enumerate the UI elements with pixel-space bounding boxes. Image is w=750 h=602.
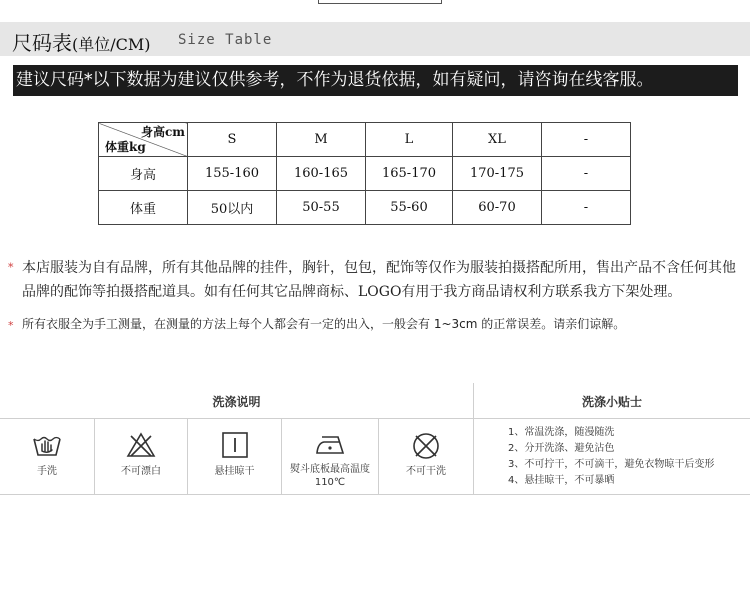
care-item [0,419,94,495]
row-label: 身高 [99,157,188,191]
column-header: S [188,123,277,157]
top-frame-edge [318,0,442,4]
table-cell: 170-175 [453,157,542,191]
page-title [12,27,151,56]
column-header: - [542,123,631,157]
table-cell: 160-165 [277,157,366,191]
care-label: 悬挂晾干 [214,466,255,477]
care-section [0,383,750,495]
corner-weight-label: 体重kg [105,140,146,154]
corner-height-label: 身高cm [140,125,185,139]
care-label: 熨斗底板最高温度110℃ [290,464,370,488]
notice-bar: 建议尺码*以下数据为建议仅供参考，不作为退货依据，如有疑问，请咨询在线客服。 [13,65,738,96]
care-item [95,419,187,495]
hang-dry-icon [221,431,249,459]
note-star: * [8,261,14,274]
note-brand-text: 本店服装为自有品牌，所有其他品牌的挂件，胸针，包包，配饰等仅作为服装拍摄搭配所用，售出产品不含任何其他品牌的配饰等拍摄搭配道具。如有任何其它品牌商标、LOGO有用于我方商品请权利方联系我方下架处理。 [22,260,736,300]
no-bleach-icon [126,431,156,459]
note-measure-text: 所有衣服全为手工测量，在测量的方法上每个人都会有一定的出入，一般会有 1~3cm 的正常误差。请亲们谅解。 [22,317,626,331]
corner-cell [99,123,188,157]
list-item: 1、常温洗涤，随漫随洗 [508,427,615,438]
care-heading: 洗涤说明 [212,395,261,409]
table-cell: - [542,157,631,191]
title-unit: (单位/CM) [72,35,151,54]
note-brand [8,256,743,304]
column-header: M [277,123,366,157]
table-cell: 60-70 [453,191,542,225]
tips-heading: 洗涤小贴士 [581,395,642,409]
care-item [282,419,378,495]
care-tips-list [508,425,714,489]
title-text: 尺码表 [12,31,72,55]
note-star: * [8,319,14,332]
table-cell: - [542,191,631,225]
list-item: 3、不可拧干，不可滴干，避免衣物晾干后变形 [508,459,715,470]
care-label: 手洗 [37,466,57,477]
title-bar [0,22,750,56]
hand-wash-icon [32,431,62,459]
title-english: Size Table [178,32,273,48]
list-item: 4、悬挂晾干，不可暴晒 [508,475,615,486]
table-row [99,157,631,191]
table-row [99,191,631,225]
table-cell: 55-60 [366,191,453,225]
row-label: 体重 [99,191,188,225]
table-header-row [99,123,631,157]
no-dry-clean-icon [411,431,441,461]
care-item [379,419,473,495]
table-cell: 50以内 [188,191,277,225]
note-measure [8,314,743,334]
care-label: 不可干洗 [406,466,446,477]
size-table [98,122,631,225]
table-cell: 165-170 [366,157,453,191]
column-header: L [366,123,453,157]
column-header: XL [453,123,542,157]
care-item [188,419,281,495]
list-item: 2、分开洗涤、避免沾色 [508,443,615,454]
care-label: 不可漂白 [121,466,161,477]
iron-icon [314,431,346,457]
notes-section [8,256,743,334]
table-cell: 50-55 [277,191,366,225]
table-cell: 155-160 [188,157,277,191]
